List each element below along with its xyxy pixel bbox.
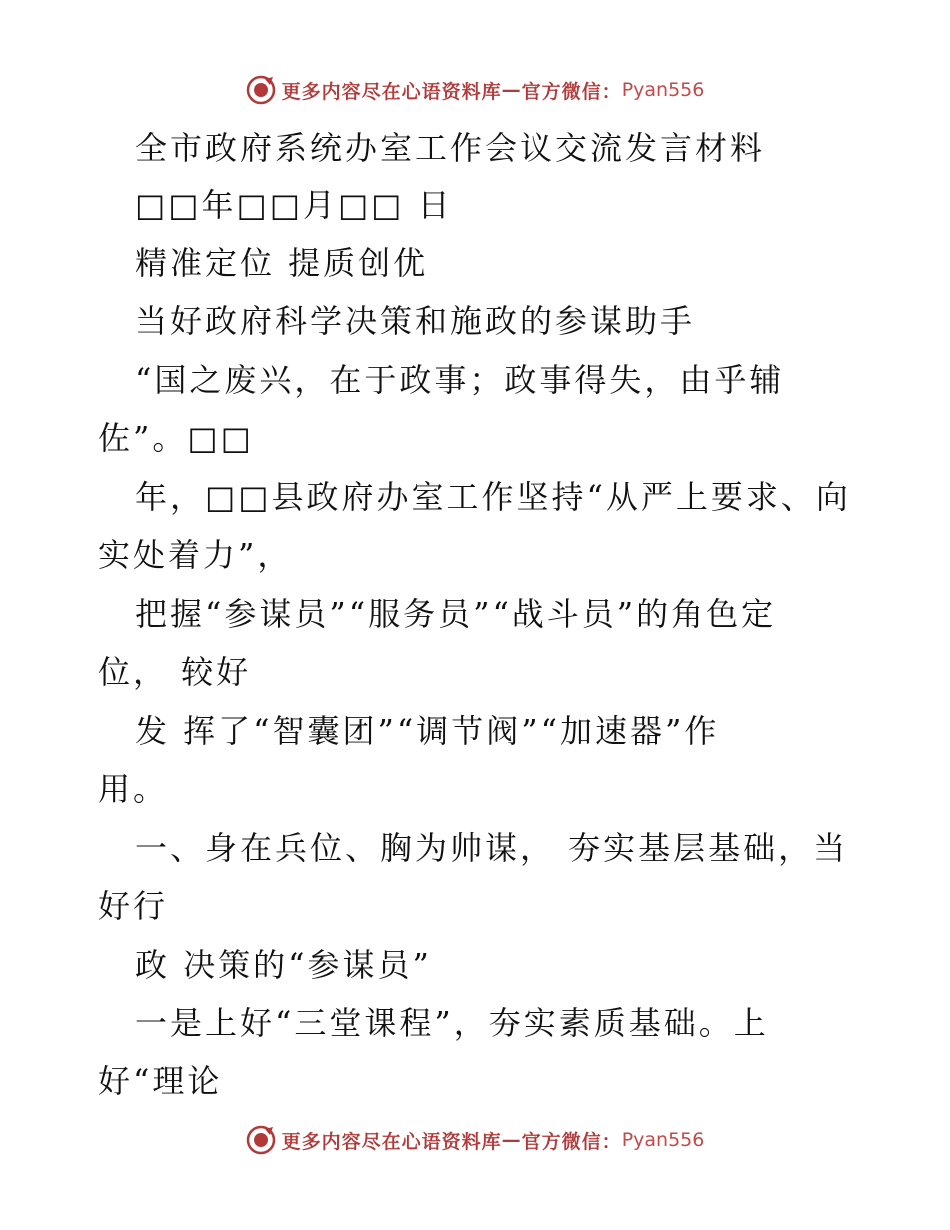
doc-line: 精准定位 提质创优 [135,244,429,282]
banner-official-label: 官方微信： [521,80,622,103]
doc-line: 把握“参谋员”“服务员”“战斗员”的角色定 [135,595,777,633]
banner-official-label: 官方微信： [521,1130,622,1153]
doc-line: 当好政府科学决策和施政的参谋助手 [135,302,696,340]
footer-banner [0,1120,950,1160]
logo-icon [246,75,276,105]
logo-icon [246,1125,276,1155]
doc-line: “国之废兴，在于政事；政事得失，由乎辅 [135,361,785,399]
doc-line: 发 挥了“智囊团”“调节阀”“加速器”作 [135,712,720,750]
doc-line: 用。 [98,770,169,808]
doc-line: 好行 [98,887,169,925]
banner-wechat-id: Pyan556 [621,79,705,101]
doc-line: 位， 较好 [98,653,252,691]
doc-line: 佐”。□□ [98,419,254,457]
banner-title: 更多内容尽在心语资料库 [281,1130,502,1153]
doc-line: 一、身在兵位、胸为帅谋， 夯实基层基础，当 [135,829,849,867]
doc-line: □□年□□月□□ 日 [135,186,453,224]
banner-title: 更多内容尽在心语资料库 [281,80,502,103]
banner-wechat-id: Pyan556 [621,1129,705,1151]
banner-separator: — [501,1129,522,1151]
doc-line: 全市政府系统办室工作会议交流发言材料 [135,129,766,167]
header-banner [0,70,950,110]
banner-separator: — [501,79,522,101]
doc-line: 实处着力”， [98,536,293,574]
doc-line: 一是上好“三堂课程”，夯实素质基础。上 [135,1004,769,1042]
doc-line: 年，□□县政府办室工作坚持“从严上要求、向 [135,478,851,516]
doc-line: 好“理论 [98,1062,223,1100]
doc-line: 政 决策的“参谋员” [135,946,432,984]
